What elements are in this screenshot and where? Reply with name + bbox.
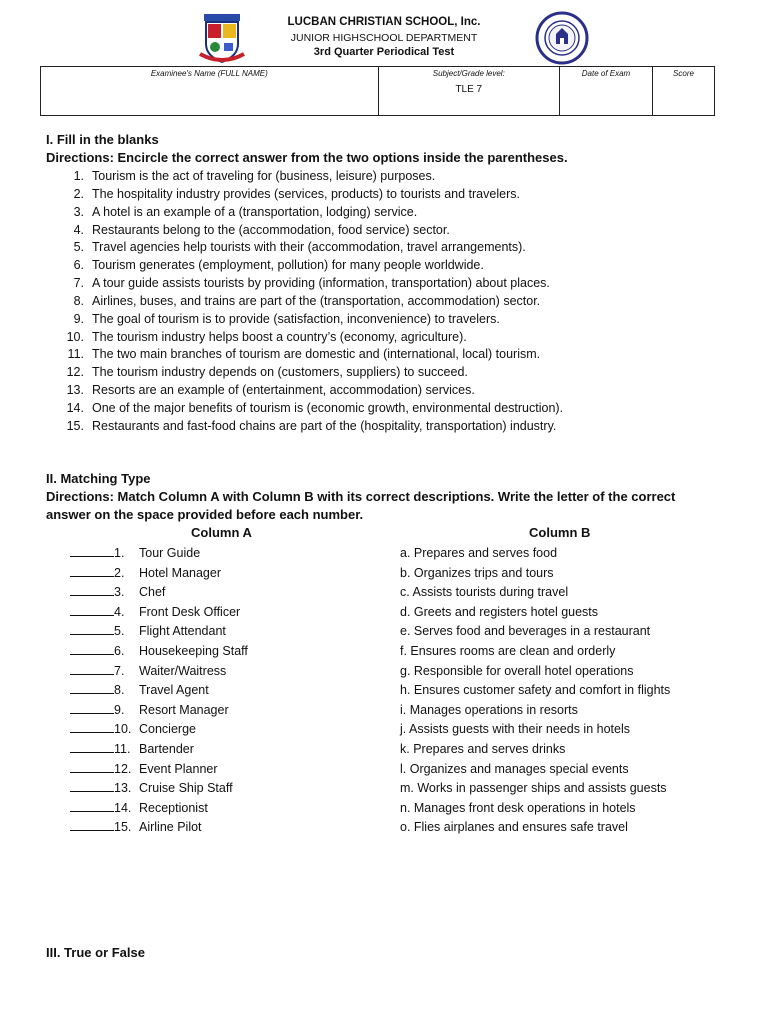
description-item: a. Prepares and serves food <box>400 546 558 560</box>
answer-blank[interactable] <box>70 662 114 675</box>
list-item: 2. The hospitality industry provides (services, products) to tourists and travelers. <box>73 186 520 201</box>
score-label: Score <box>673 69 694 78</box>
list-item: 5. Travel agencies help tourists with their (accommodation, travel arrangements). <box>73 240 526 255</box>
score-cell[interactable] <box>653 67 715 116</box>
answer-blank[interactable] <box>70 779 114 792</box>
list-item: 13. Resorts are an example of (entertainment, accommodation) services. <box>66 383 475 398</box>
column-b-title: Column B <box>529 525 591 540</box>
match-item: 9. Resort Manager <box>70 701 229 721</box>
list-item: 14. One of the major benefits of tourism is (economic growth, environmental destruction). <box>66 400 564 415</box>
description-item: e. Serves food and beverages in a restaurant <box>400 624 651 639</box>
fill-in-blanks-list <box>46 168 563 436</box>
list-item: 1. Tourism is the act of traveling for (business, leisure) purposes. <box>73 169 436 183</box>
match-item: 12. Event Planner <box>70 760 218 780</box>
description-item: n. Manages front desk operations in hotels <box>400 800 636 815</box>
answer-blank[interactable] <box>70 720 114 733</box>
list-item: 12. The tourism industry depends on (customers, suppliers) to succeed. <box>66 365 468 380</box>
description-item: l. Organizes and manages special events <box>400 761 629 776</box>
list-item: 9. The goal of tourism is to provide (satisfaction, inconvenience) to travelers. <box>73 311 500 326</box>
subject-label: Subject/Grade level: <box>432 69 505 78</box>
answer-blank[interactable] <box>70 544 114 557</box>
subject-cell <box>378 67 559 116</box>
description-item: o. Flies airplanes and ensures safe travel <box>400 820 628 835</box>
answer-blank[interactable] <box>70 799 114 812</box>
match-item: 11. Bartender <box>70 740 194 760</box>
match-item: 4. Front Desk Officer <box>70 603 240 623</box>
description-item: m. Works in passenger ships and assists guests <box>400 781 667 796</box>
description-item: i. Manages operations in resorts <box>400 702 578 717</box>
list-item: 15. Restaurants and fast-food chains are part of the (hospitality, transportation) industry. <box>66 418 557 433</box>
section-1-directions: Directions: Encircle the correct answer from the two options inside the parentheses. <box>46 150 568 165</box>
test-title: 3rd Quarter Periodical Test <box>313 46 455 58</box>
match-item: 15. Airline Pilot <box>70 818 202 838</box>
subject-value: TLE 7 <box>455 84 483 95</box>
examinee-info-table <box>40 66 715 116</box>
answer-blank[interactable] <box>70 603 114 616</box>
answer-blank[interactable] <box>70 583 114 596</box>
name-cell[interactable] <box>41 67 379 116</box>
section-1-title: I. Fill in the blanks <box>46 132 159 147</box>
section-2-title: II. Matching Type <box>46 471 151 486</box>
match-item: 13. Cruise Ship Staff <box>70 779 233 799</box>
list-item: 4. Restaurants belong to the (accommodation, food service) sector. <box>73 222 450 237</box>
date-label: Date of Exam <box>581 69 631 78</box>
answer-blank[interactable] <box>70 622 114 635</box>
match-item: 14. Receptionist <box>70 799 208 819</box>
match-item: 6. Housekeeping Staff <box>70 642 248 662</box>
description-item: g. Responsible for overall hotel operations <box>400 663 634 678</box>
description-item: j. Assists guests with their needs in hotels <box>400 722 630 737</box>
answer-blank[interactable] <box>70 818 114 831</box>
description-item: d. Greets and registers hotel guests <box>400 604 599 619</box>
description-item: h. Ensures customer safety and comfort in flights <box>400 683 671 698</box>
list-item: 10. The tourism industry helps boost a country’s (economy, agriculture). <box>66 329 467 344</box>
description-item: k. Prepares and serves drinks <box>400 742 566 756</box>
list-item: 8. Airlines, buses, and trains are part of the (transportation, accommodation) sector. <box>73 293 541 308</box>
section-3-title: III. True or False <box>46 945 145 960</box>
school-name: LUCBAN CHRISTIAN SCHOOL, Inc. <box>287 16 481 28</box>
answer-blank[interactable] <box>70 681 114 694</box>
match-item: 10. Concierge <box>70 720 196 740</box>
list-item: 7. A tour guide assists tourists by providing (information, transportation) about places. <box>73 276 550 291</box>
match-item: 2. Hotel Manager <box>70 564 221 584</box>
match-item: 8. Travel Agent <box>70 681 209 701</box>
match-item: 3. Chef <box>70 583 165 603</box>
list-item: 6. Tourism generates (employment, pollution) for many people worldwide. <box>73 258 484 273</box>
list-item: 3. A hotel is an example of a (transportation, lodging) service. <box>73 204 418 219</box>
match-item: 5. Flight Attendant <box>70 622 226 642</box>
description-item: c. Assists tourists during travel <box>400 585 569 600</box>
answer-blank[interactable] <box>70 701 114 714</box>
list-item: 11. The two main branches of tourism are domestic and (international, local) tourism. <box>67 347 541 362</box>
department-name: JUNIOR HIGHSCHOOL DEPARTMENT <box>290 32 478 44</box>
description-item: f. Ensures rooms are clean and orderly <box>400 644 616 658</box>
date-cell[interactable] <box>559 67 652 116</box>
description-item: b. Organizes trips and tours <box>400 565 554 580</box>
answer-blank[interactable] <box>70 740 114 753</box>
answer-blank[interactable] <box>70 642 114 655</box>
column-a-title: Column A <box>191 525 252 540</box>
answer-blank[interactable] <box>70 564 114 577</box>
answer-blank[interactable] <box>70 760 114 773</box>
match-item: 7. Waiter/Waitress <box>70 662 226 682</box>
section-2-directions: Directions: Match Column A with Column B with its correct descriptions. Write the letter of the correct answer on the space provided before each number. <box>46 489 676 522</box>
match-item: 1. Tour Guide <box>70 544 200 564</box>
name-label: Examinee's Name (FULL NAME) <box>150 69 268 78</box>
